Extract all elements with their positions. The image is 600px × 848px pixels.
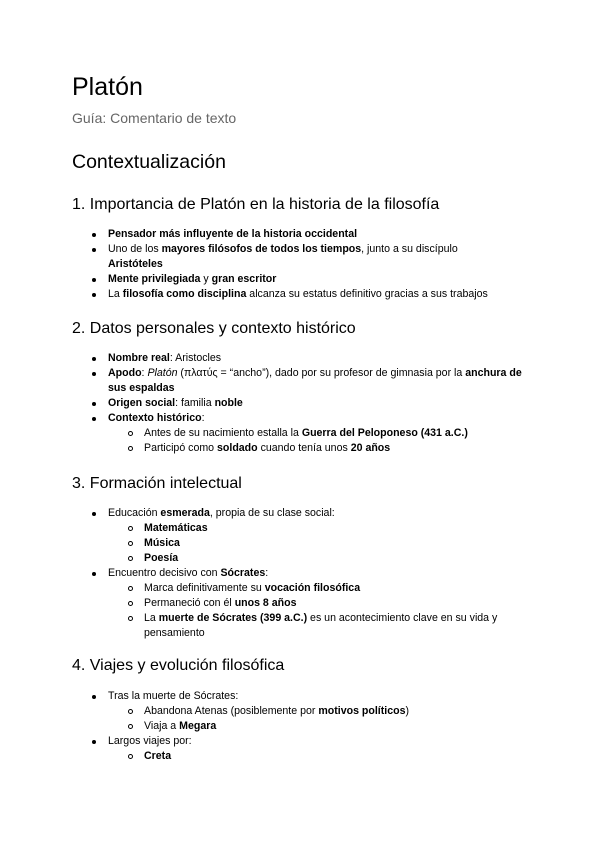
- list-item: Apodo: Platón (πλατύς = “ancho”), dado por su profesor de gimnasia por la anchura de sus espaldas: [108, 366, 528, 396]
- list-item: Mente privilegiada y gran escritor: [108, 272, 528, 287]
- section-3-list: [108, 506, 528, 641]
- sub-list-item: Poesía: [144, 551, 528, 566]
- list-item: Largos viajes por: Creta: [108, 734, 528, 764]
- section-2-heading: 2. Datos personales y contexto histórico: [72, 320, 356, 337]
- sub-list-item: Viaja a Megara: [144, 719, 528, 734]
- document-title: Platón: [72, 73, 143, 101]
- list-item: Uno de los mayores filósofos de todos los tiempos, junto a su discípulo Aristóteles: [108, 242, 528, 272]
- sub-list-item: Matemáticas: [144, 521, 528, 536]
- sub-list-item: Antes de su nacimiento estalla la Guerra del Peloponeso (431 a.C.): [144, 426, 528, 441]
- section-4-heading: 4. Viajes y evolución filosófica: [72, 657, 285, 674]
- list-item: Tras la muerte de Sócrates: Abandona Atenas (posiblemente por motivos políticos) Viaja a Megara: [108, 689, 528, 734]
- section-1-heading: 1. Importancia de Platón en la historia de la filosofía: [72, 196, 440, 213]
- sub-list: [108, 749, 528, 764]
- section-3-heading: 3. Formación intelectual: [72, 475, 242, 492]
- sub-list: [108, 704, 528, 734]
- sub-list-item: Creta: [144, 749, 528, 764]
- sub-list-item: Participó como soldado cuando tenía unos 20 años: [144, 441, 528, 456]
- sub-list: [108, 426, 528, 456]
- sub-list-item: Música: [144, 536, 528, 551]
- list-item: Contexto histórico: Antes de su nacimiento estalla la Guerra del Peloponeso (431 a.C.) Participó como soldado cuando tenía unos 20 años: [108, 411, 528, 456]
- section-heading-contextualizacion: Contextualización: [72, 151, 226, 173]
- sub-list-item: Abandona Atenas (posiblemente por motivos políticos): [144, 704, 528, 719]
- list-item: Origen social: familia noble: [108, 396, 528, 411]
- list-item: Nombre real: Aristocles: [108, 351, 528, 366]
- sub-list: [108, 521, 528, 566]
- section-2-list: [108, 351, 528, 456]
- list-item: La filosofía como disciplina alcanza su estatus definitivo gracias a sus trabajos: [108, 287, 528, 302]
- list-item: Pensador más influyente de la historia occidental: [108, 227, 528, 242]
- sub-list-item: Marca definitivamente su vocación filosófica: [144, 581, 528, 596]
- sub-list: [108, 581, 528, 641]
- section-1-list: [108, 227, 528, 302]
- list-item: Encuentro decisivo con Sócrates: Marca definitivamente su vocación filosófica Permaneció con él unos 8 años La muerte de Sócrates (399 a.C.) es un acontecimiento clave en su vida y pensamiento: [108, 566, 528, 641]
- list-item: Educación esmerada, propia de su clase social: Matemáticas Música Poesía: [108, 506, 528, 566]
- document-subtitle: Guía: Comentario de texto: [72, 110, 237, 126]
- sub-list-item: Permaneció con él unos 8 años: [144, 596, 528, 611]
- section-4-list: [108, 689, 528, 764]
- sub-list-item: La muerte de Sócrates (399 a.C.) es un acontecimiento clave en su vida y pensamiento: [144, 611, 528, 641]
